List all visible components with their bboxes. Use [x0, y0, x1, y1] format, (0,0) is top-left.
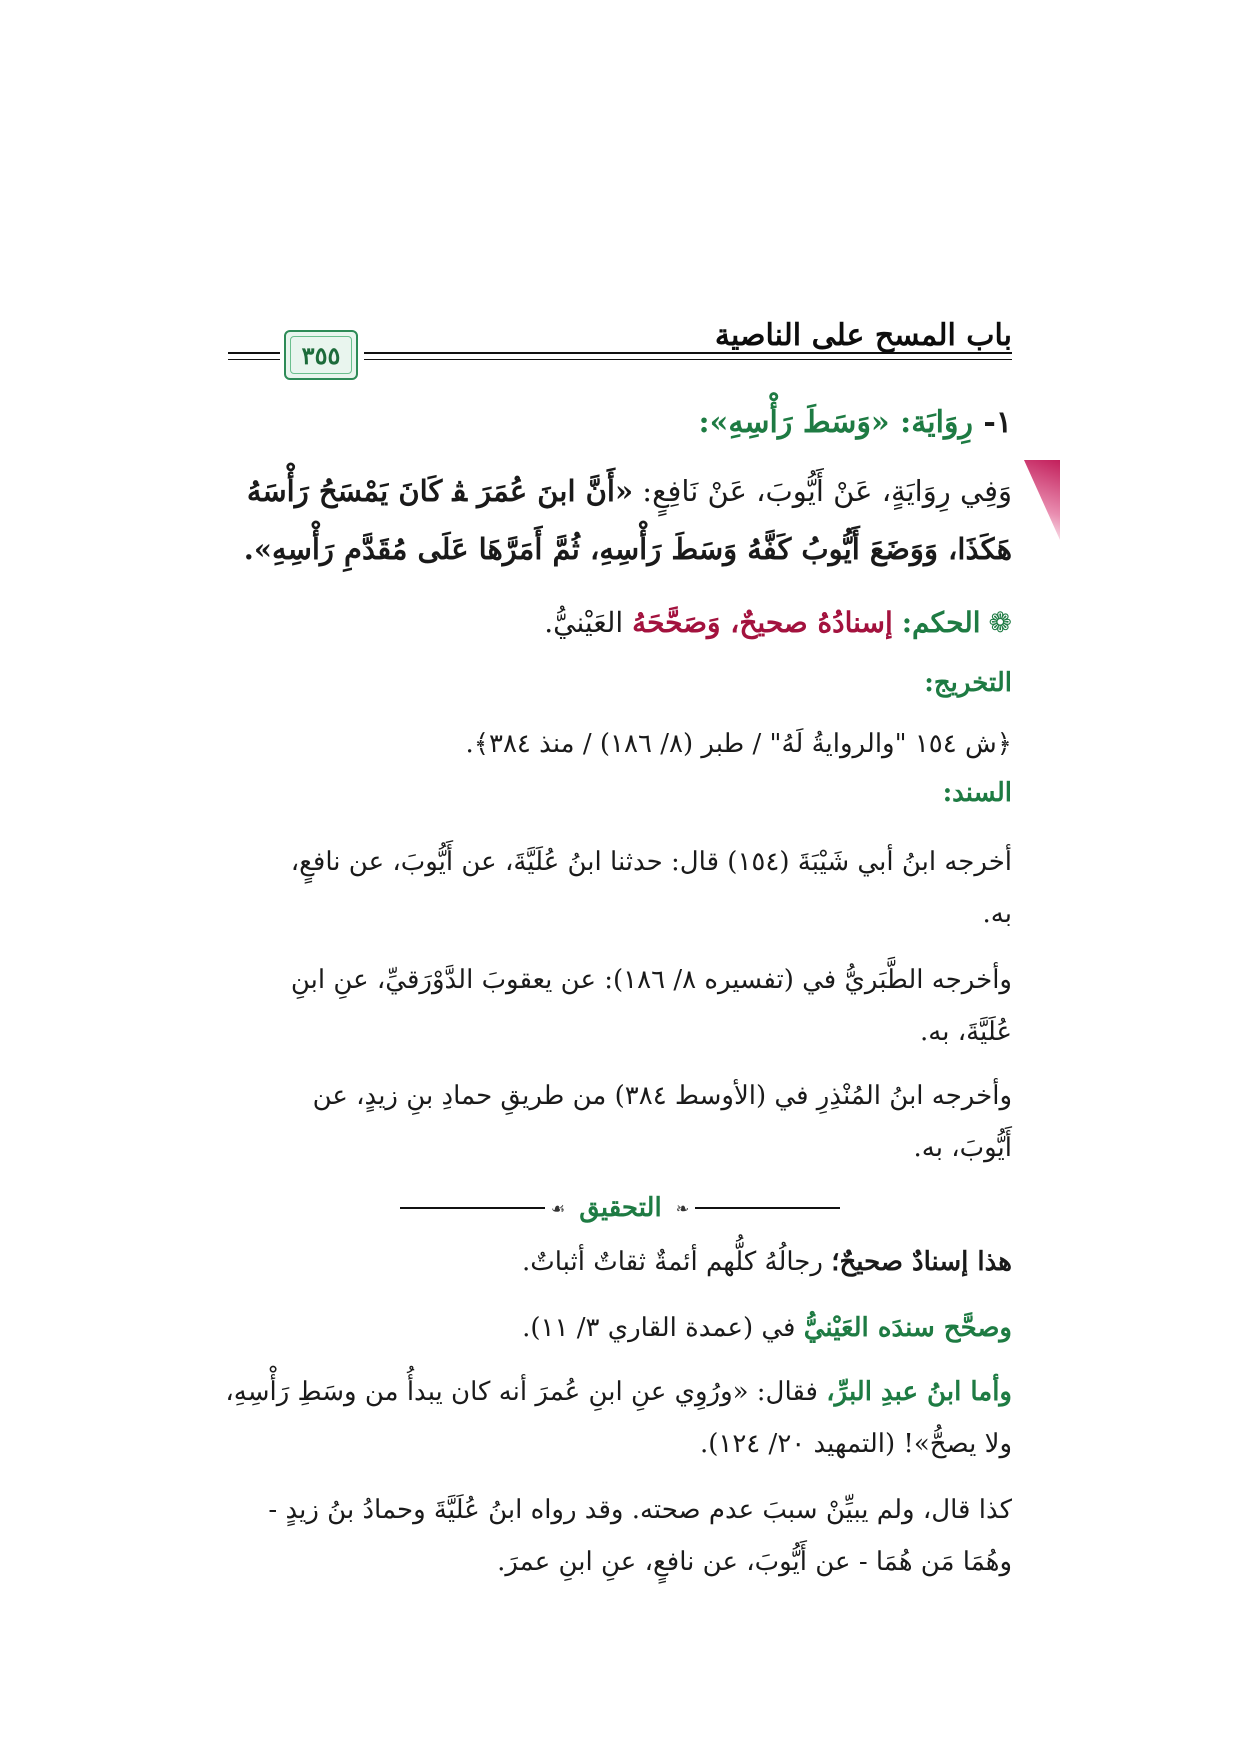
hadith-line-2: هَكَذَا، وَوَضَعَ أَيُّوبُ كَفَّهُ وَسَطَ رَأْسِهِ، ثُمَّ أَمَرَّهَا عَلَى مُقَدَّمِ رَأْسِهِ». [243, 532, 1012, 566]
sanad-p3-line-1: وأخرجه ابنُ المُنْذِرِ في (الأوسط ٣٨٤) من طريقِ حمادِ بنِ زيدٍ، عن [312, 1081, 1012, 1111]
sanad-p1-line-1: أخرجه ابنُ أبي شَيْبَةَ (١٥٤) قال: حدثنا ابنُ عُلَيَّةَ، عن أَيُّوبَ، عن نافعٍ، [290, 847, 1012, 877]
hadith-text [232, 462, 1012, 578]
sanad-paragraph-3 [232, 1070, 1012, 1174]
takhrij-label: التخريج: [924, 668, 1012, 698]
tahqiq-p3-line-2: ولا يصحُّ»! (التمهيد ٢٠/ ١٢٤). [699, 1429, 1012, 1459]
flower-ornament-icon: ❁ [988, 606, 1012, 639]
sanad-label: السند: [942, 778, 1012, 808]
sanad-p1-line-2: به. [982, 899, 1012, 929]
hadith-corner-marker [1024, 460, 1060, 540]
tahqiq-divider [400, 1193, 840, 1223]
hadith-line-1 [232, 462, 1012, 520]
tahqiq-paragraph-1 [232, 1236, 1012, 1288]
tahqiq-p2-rest: في (عمدة القاري ٣/ ١١). [522, 1313, 804, 1343]
divider-line-left [695, 1207, 840, 1209]
ruling-tashih: وَصَحَّحَهُ [632, 606, 721, 639]
tahqiq-p3-line-1 [225, 1366, 1012, 1418]
ruling-label: الحكم: [901, 606, 981, 639]
divider-ornament-icon: ❧ [675, 1198, 690, 1218]
tahqiq-paragraph-4 [232, 1484, 1012, 1588]
tahqiq-p3-bold: وأما ابنُ عبدِ البرِّ، [826, 1377, 1012, 1407]
divider-line-right [400, 1207, 545, 1209]
hadith-matn-start: «أَنَّ ابنَ عُمَرَ ﭭ كَانَ يَمْسَحُ رَأْسَهُ [246, 474, 634, 508]
sanad-paragraph-2 [232, 954, 1012, 1058]
tahqiq-p3-rest: فقال: «ورُوِي عنِ ابنِ عُمرَ أنه كان يبدأُ من وسَطِ رَأْسِهِ، [225, 1377, 827, 1407]
hadith-chain: وَفِي رِوَايَةٍ، عَنْ أَيُّوبَ، عَنْ نَافِعٍ: [633, 474, 1012, 508]
tahqiq-p1-bold: هذا إسنادٌ صحيحٌ؛ [831, 1247, 1012, 1277]
riwaya-number: ١- [983, 405, 1012, 440]
page-number: ٣٥٥ [301, 340, 341, 370]
header-rule-left-top [228, 352, 280, 354]
tahqiq-title: التحقيق [579, 1193, 662, 1223]
riwaya-heading [232, 405, 1012, 440]
tahqiq-paragraph-3 [225, 1366, 1012, 1470]
header-rule-left-bottom [228, 359, 280, 360]
riwaya-quote: «وَسَطَ رَأْسِهِ»: [698, 405, 890, 440]
sanad-p2-line-1: وأخرجه الطَّبَريُّ في (تفسيره ٨/ ١٨٦): عن يعقوبَ الدَّوْرَقيِّ، عنِ ابنِ [290, 965, 1012, 995]
ruling-line [232, 606, 1012, 639]
chapter-title: باب المسح على الناصية [714, 318, 1012, 353]
tahqiq-p4-line-2: وهُمَا مَن هُمَا - عن أَيُّوبَ، عن نافعٍ، عنِ ابنِ عمرَ. [497, 1547, 1012, 1577]
sanad-paragraph-1 [232, 836, 1012, 940]
sanad-p2-line-2: عُلَيَّةَ، به. [919, 1017, 1012, 1047]
tahqiq-p2-bold: وصحَّح سندَه العَيْنيُّ [803, 1313, 1012, 1343]
header-rule-right-bottom [364, 359, 1012, 360]
sanad-p3-line-2: أَيُّوبَ، به. [913, 1133, 1012, 1163]
ruling-isnad: إسنادُهُ صحيحٌ، [720, 606, 893, 639]
tahqiq-p4-line-1: كذا قال، ولم يبيِّنْ سببَ عدم صحته. وقد رواه ابنُ عُلَيَّةَ وحمادُ بنُ زيدٍ - [268, 1495, 1012, 1525]
riwaya-label: رِوَايَة: [900, 405, 973, 440]
tahqiq-paragraph-2 [232, 1302, 1012, 1354]
divider-ornament-icon: ☙ [550, 1198, 566, 1218]
header-rule-right-top [364, 352, 1012, 354]
page-number-badge [284, 330, 358, 380]
tahqiq-p1-rest: رجالُهُ كلُّهم أئمةٌ ثقاتٌ أثباتٌ. [522, 1247, 832, 1277]
ruling-by: العَيْنيُّ. [544, 606, 633, 639]
takhrij-references: ﴿ش ١٥٤ "والروايةُ لَهُ" / طبر (٨/ ١٨٦) / منذ ٣٨٤﴾. [465, 729, 1012, 759]
